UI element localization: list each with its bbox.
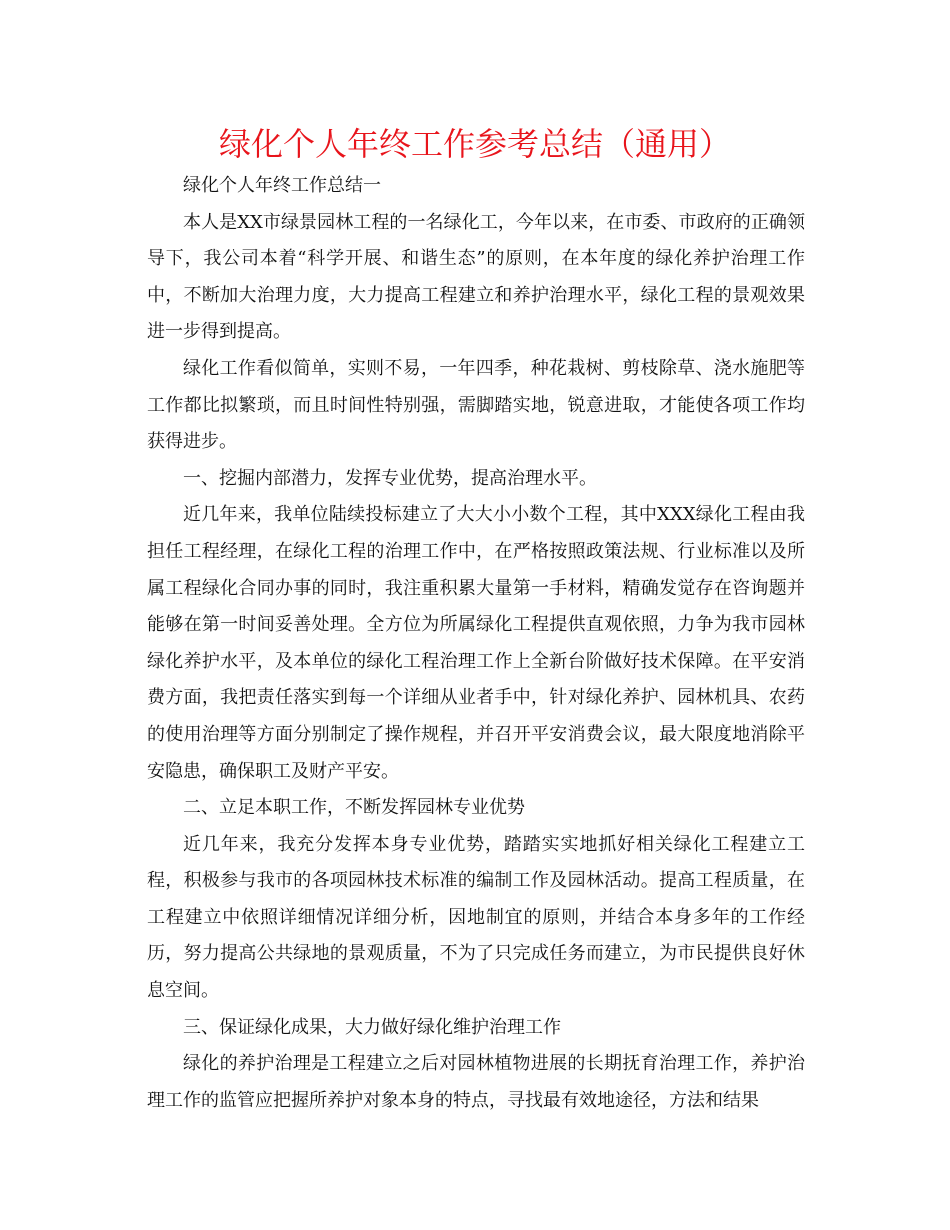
paragraph: 近几年来，我充分发挥本身专业优势，踏踏实实地抓好相关绿化工程建立工程，积极参与我市的各项园林技术标准的编制工作及园林活动。提高工程质量，在工程建立中依照详细情况详细分析，因地制宜的原则，并结合本身多年的工作经历，努力提高公共绿地的景观质量，不为了只完成任务而建立，为市民提供良好休息空间。 (147, 833, 805, 1002)
section-heading: 三、保证绿化成果，大力做好绿化维护治理工作 (183, 1016, 561, 1038)
document-body (147, 168, 805, 1119)
paragraph-subtitle: 绿化个人年终工作总结一 (183, 175, 381, 196)
section-heading: 一、挖掘内部潜力，发挥专业优势，提高治理水平。 (183, 467, 597, 489)
paragraph: 本人是XX市绿景园林工程的一名绿化工，今年以来，在市委、市政府的正确领导下，我公司本着“科学开展、和谐生态”的原则，在本年度的绿化养护治理工作中，不断加大治理力度，大力提高工程建立和养护治理水平，绿化工程的景观效果进一步得到提高。 (147, 211, 805, 343)
document-title: 绿化个人年终工作参考总结（通用） (218, 125, 731, 163)
section-heading: 二、立足本职工作，不断发挥园林专业优势 (183, 797, 525, 819)
paragraph: 绿化工作看似简单，实则不易，一年四季，种花栽树、剪枝除草、浇水施肥等工作都比拟繁琐，而且时间性特别强，需脚踏实地，锐意进取，才能使各项工作均获得进步。 (147, 357, 805, 453)
paragraph: 近几年来，我单位陆续投标建立了大大小小数个工程，其中XXX绿化工程由我担任工程经理，在绿化工程的治理工作中，在严格按照政策法规、行业标准以及所属工程绿化合同办事的同时，我注重积累大量第一手材料，精确发觉存在咨询题并能够在第一时间妥善处理。全方位为所属绿化工程提供直观依照，力争为我市园林绿化养护水平，及本单位的绿化工程治理工作上全新台阶做好技术保障。在平安消费方面，我把责任落实到每一个详细从业者手中，针对绿化养护、园林机具、农药的使用治理等方面分别制定了操作规程，并召开平安消费会议，最大限度地消除平安隐患，确保职工及财产平安。 (147, 504, 805, 782)
paragraph: 绿化的养护治理是工程建立之后对园林植物进展的长期抚育治理工作，养护治理工作的监管应把握所养护对象本身的特点，寻找最有效地途径，方法和结果 (147, 1053, 805, 1111)
